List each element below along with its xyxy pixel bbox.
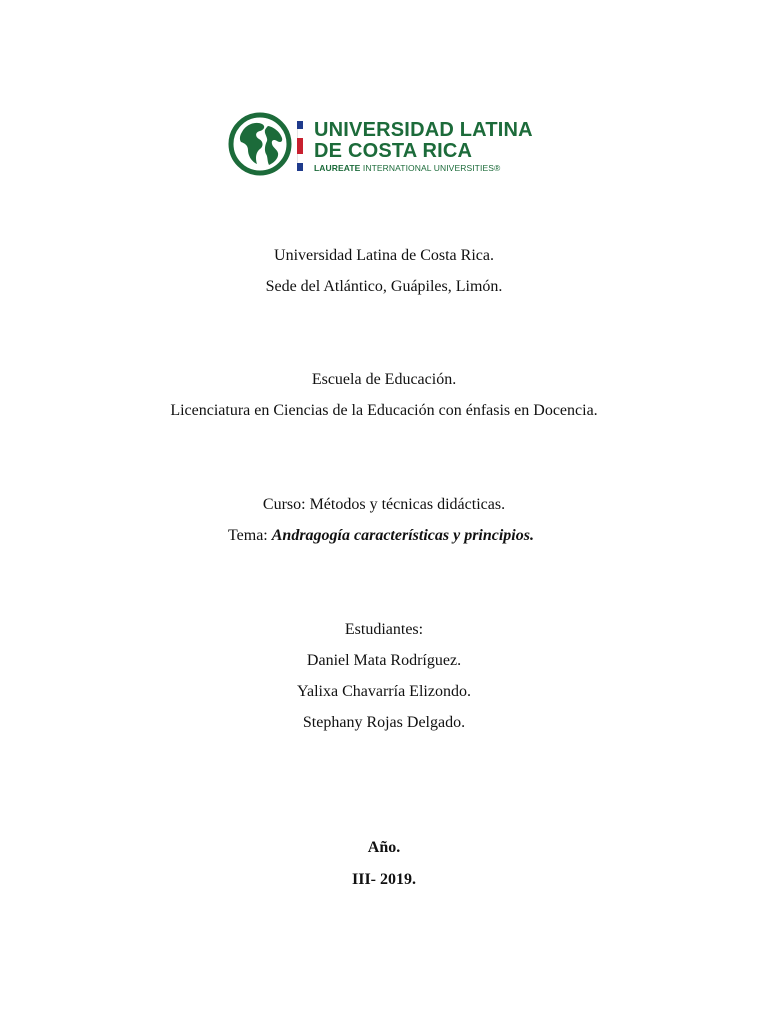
degree-name: Licenciatura en Ciencias de la Educación con énfasis en Docencia.	[170, 402, 598, 419]
campus-location: Sede del Atlántico, Guápiles, Limón.	[265, 278, 503, 295]
logo-network	[314, 162, 533, 174]
students-heading: Estudiantes:	[344, 621, 424, 638]
student-name: Yalixa Chavarría Elizondo.	[297, 683, 471, 700]
logo-network-bold: LAUREATE	[314, 163, 361, 173]
logo-wordmark	[314, 120, 533, 174]
flag-stripe-icon	[297, 121, 303, 171]
student-name: Daniel Mata Rodríguez.	[306, 652, 462, 669]
logo-name-line1: UNIVERSIDAD LATINA	[314, 119, 533, 141]
period-value: III- 2019.	[351, 871, 416, 888]
year-label: Año.	[367, 839, 401, 856]
student-name: Stephany Rojas Delgado.	[302, 714, 466, 731]
topic-title: Andragogía características y principios.	[271, 527, 534, 544]
university-name: Universidad Latina de Costa Rica.	[274, 247, 494, 264]
school-name: Escuela de Educación.	[311, 371, 457, 388]
logo-network-rest: INTERNATIONAL UNIVERSITIES®	[360, 163, 501, 173]
university-logo	[228, 112, 548, 180]
logo-name-line2: DE COSTA RICA	[314, 140, 473, 162]
topic-label: Tema:	[228, 527, 272, 544]
globe-icon	[228, 112, 292, 176]
topic-line	[228, 526, 534, 546]
course-line: Curso: Métodos y técnicas didácticas.	[262, 496, 506, 513]
